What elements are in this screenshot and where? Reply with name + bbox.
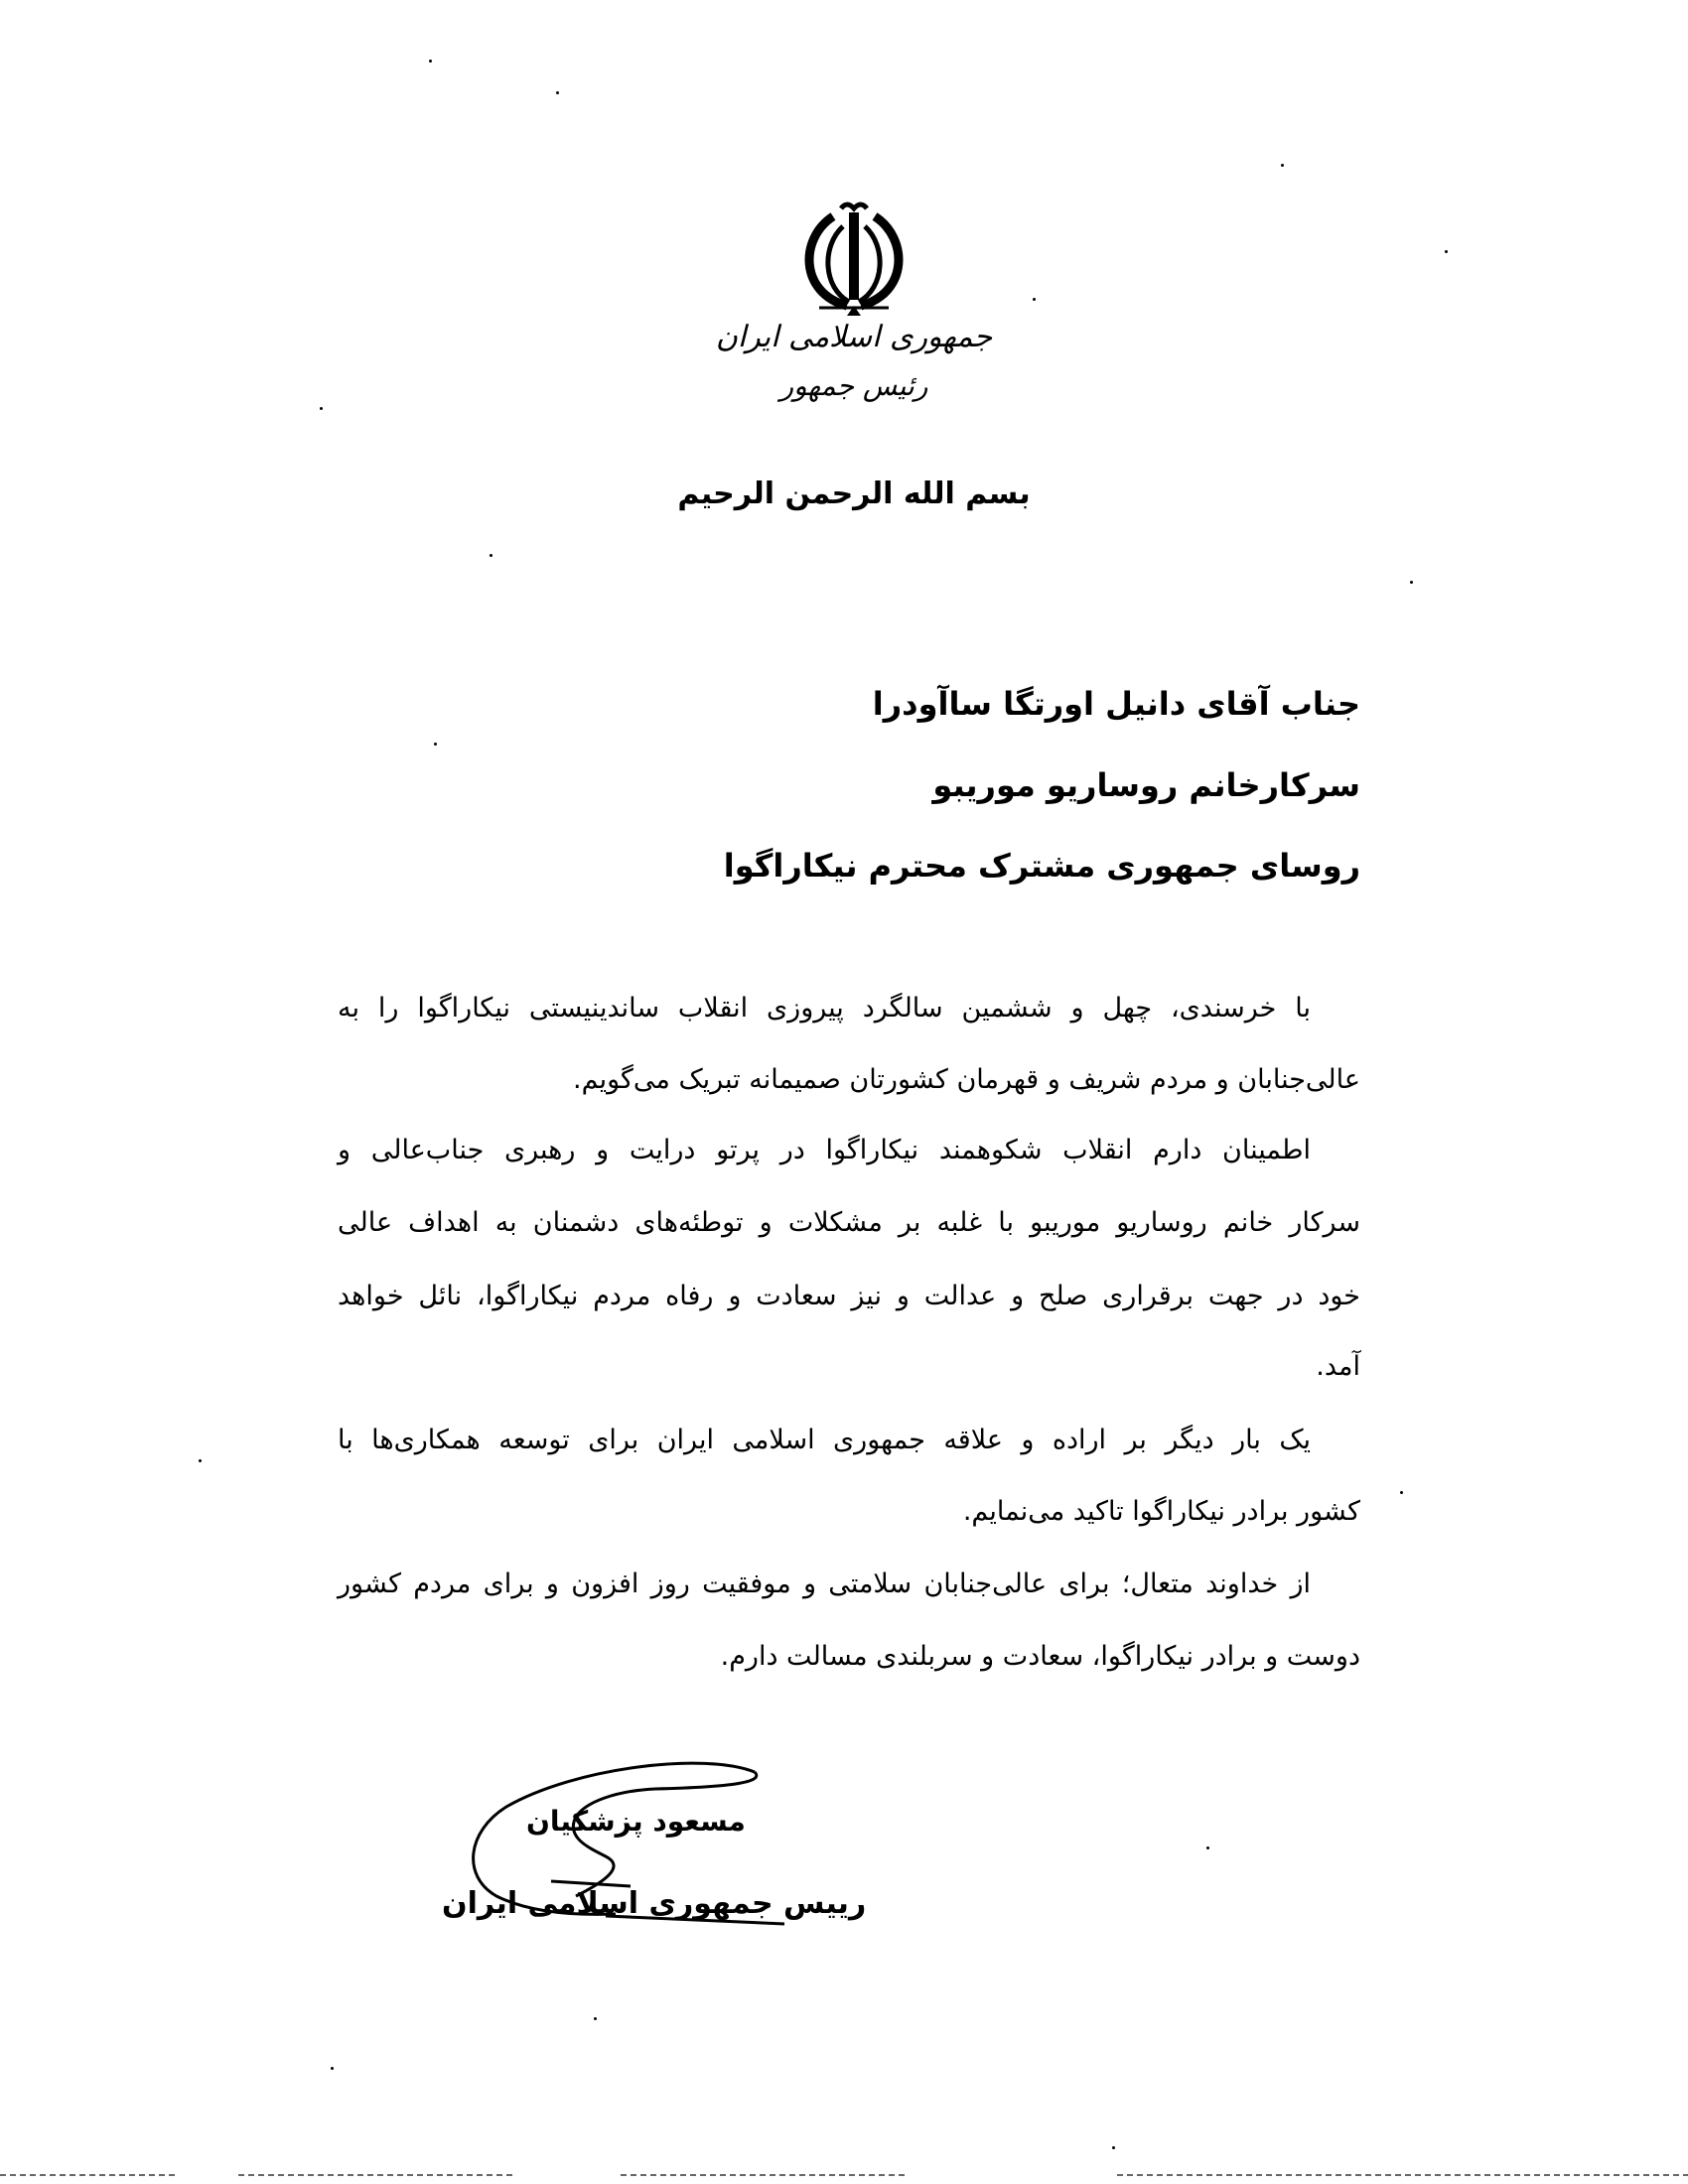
body-line: از خداوند متعال؛ برای عالی‌جنابان سلامتی و موفقیت روز افزون و برای مردم کشور bbox=[338, 1569, 1311, 1599]
scan-speck bbox=[1410, 581, 1413, 584]
scan-speck bbox=[1112, 2146, 1115, 2149]
body-line: خود در جهت برقراری صلح و عدالت و نیز سعادت و رفاه مردم نیکاراگوا، نائل خواهد bbox=[338, 1281, 1360, 1311]
scan-artifact bbox=[621, 2174, 909, 2176]
scan-artifact bbox=[0, 2174, 179, 2176]
scan-speck bbox=[1206, 1846, 1209, 1849]
body-line: آمد. bbox=[1316, 1351, 1360, 1382]
addressee-line: سرکارخانم روساریو موریبو bbox=[932, 766, 1360, 804]
body-line: دوست و برادر نیکاراگوا، سعادت و سربلندی مسالت دارم. bbox=[720, 1641, 1360, 1672]
body-line: عالی‌جنابان و مردم شریف و قهرمان کشورتان صمیمانه تبریک می‌گویم. bbox=[573, 1064, 1360, 1095]
scan-speck bbox=[199, 1459, 202, 1462]
scan-speck bbox=[320, 407, 323, 410]
body-line: یک بار دیگر بر اراده و علاقه جمهوری اسلامی ایران برای توسعه همکاری‌ها با bbox=[338, 1425, 1311, 1455]
addressee-line: روسای جمهوری مشترک محترم نیکاراگوا bbox=[723, 847, 1360, 885]
signatory-title: رییس جمهوری اسلامی ایران bbox=[442, 1886, 867, 1921]
scan-speck bbox=[429, 60, 432, 63]
letterhead-office: رئیس جمهور bbox=[779, 369, 928, 402]
scan-speck bbox=[556, 91, 559, 94]
iran-emblem-icon bbox=[789, 199, 918, 338]
scan-speck bbox=[490, 554, 492, 557]
scan-speck bbox=[1400, 1491, 1403, 1494]
body-line: کشور برادر نیکاراگوا تاکید می‌نمایم. bbox=[962, 1496, 1360, 1527]
scan-speck bbox=[331, 2067, 334, 2070]
scan-speck bbox=[1281, 164, 1284, 167]
body-line: اطمینان دارم انقلاب شکوهمند نیکاراگوا در پرتو درایت و رهبری جناب‌عالی و bbox=[338, 1135, 1311, 1165]
body-line: سرکار خانم روساریو موریبو با غلبه بر مشکلات و توطئه‌های دشمنان به اهداف عالی bbox=[338, 1207, 1360, 1238]
signatory-name: مسعود پزشکیان bbox=[526, 1805, 746, 1838]
scan-speck bbox=[1033, 298, 1036, 301]
scan-artifact bbox=[1117, 2174, 1688, 2176]
scan-speck bbox=[434, 743, 437, 746]
letterhead-country: جمهوری اسلامی ایران bbox=[715, 320, 993, 354]
scan-speck bbox=[1445, 250, 1448, 253]
bismillah-heading: بسم الله الرحمن الرحیم bbox=[677, 477, 1031, 511]
scan-artifact bbox=[238, 2174, 516, 2176]
addressee-line: جناب آقای دانیل اورتگا ساآودرا bbox=[872, 685, 1360, 723]
scan-speck bbox=[594, 2017, 597, 2020]
body-line: با خرسندی، چهل و ششمین سالگرد پیروزی انقلاب ساندینیستی نیکاراگوا را به bbox=[338, 993, 1311, 1024]
